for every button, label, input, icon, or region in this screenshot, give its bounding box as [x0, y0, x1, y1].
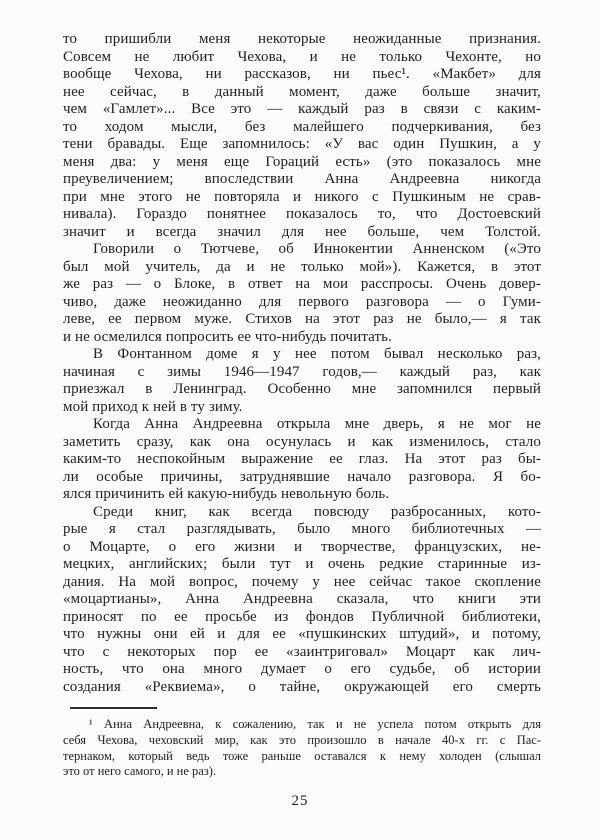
text-line: то пришибли меня некоторые неожиданные признания.	[63, 31, 541, 47]
footnote-separator-rule	[70, 707, 157, 709]
text-line: и не осмелился попросить ее что-нибудь почитать.	[63, 328, 392, 345]
footnote-text	[63, 717, 541, 780]
text-line: заметить сразу, как она осунулась и как изменилось, стало	[63, 433, 541, 450]
text-line: леве, ее первом муже. Стихов на этот раз не было,— я так	[63, 311, 541, 327]
text-line: был мой учитель, да и не только мой»). Кажется, в этот	[63, 258, 541, 275]
text-line: приезжал в Ленинград. Особенно мне запомнился первый	[63, 381, 541, 397]
text-line: о Моцарте, о его жизни и творчестве, французских, не-	[63, 538, 541, 555]
text-line: дания. На мой вопрос, почему у нее сейчас такое скопление	[63, 573, 541, 590]
text-line: то ходом мысли, без малейшего подчеркивания, без	[63, 118, 541, 135]
body-text	[63, 31, 541, 696]
text-line: начиная с зимы 1946—1947 годов,— каждый раз, как	[63, 363, 541, 380]
text-line: ¹ Анна Андреевна, к сожалению, так и не успела потом открыть для	[89, 717, 541, 731]
text-line: Говорили о Тютчеве, об Иннокентии Анненском («Это	[93, 241, 541, 257]
text-line: Когда Анна Андреевна открыла мне дверь, я не мог не	[93, 416, 541, 432]
text-line: же раз — о Блоке, в ответ на мои расспросы. Очень довер-	[63, 276, 541, 292]
text-line: нее сейчас, в данный момент, даже больше значит,	[63, 83, 541, 100]
text-line: Совсем не любит Чехова, и не только Чехонте, но	[63, 48, 541, 65]
text-line: В Фонтанном доме я у нее потом бывал несколько раз,	[93, 346, 541, 362]
text-line: меня два: у меня еще Гораций есть» (это показалось мне	[63, 153, 541, 170]
text-line: чем «Гамлет»... Все это — каждый раз в связи с каким-	[63, 101, 541, 117]
text-line: мецких, английских; были тут и очень редкие старинные из-	[63, 556, 541, 572]
text-line: значит и всегда значил для нее больше, чем Толстой.	[63, 223, 541, 240]
text-line: Среди книг, как всегда повсюду разбросанных, кото-	[93, 503, 541, 520]
text-line: «моцартианы», Анна Андреевна сказала, что книги эти	[63, 591, 541, 607]
text-line: тени бравады. Еще запомнилось: «У вас один Пушкин, а у	[63, 136, 541, 152]
text-line: чиво, даже неожиданно для первого разговора — о Гуми-	[63, 293, 541, 310]
text-line: преувеличением; впоследствии Анна Андреевна никогда	[63, 171, 541, 187]
page-number: 25	[291, 793, 309, 809]
text-line: ялся причинить ей какую-нибудь невольную боль.	[63, 486, 390, 502]
text-line: приносят по ее просьбе из фондов Публичной библиотеки,	[63, 608, 541, 625]
text-line: что с некоторых пор ее «заинтриговал» Моцарт как лич-	[63, 643, 541, 660]
text-line: ли особые причины, затруднявшие начало разговора. Я бо-	[63, 468, 541, 485]
text-line: ность, что она много думает о его судьбе, об истории	[63, 661, 541, 677]
text-line: вообще Чехова, ни рассказов, ни пьес¹. «Макбет» для	[63, 66, 541, 82]
text-line: нивала). Гораздо понятнее показалось то, что Достоевский	[63, 206, 541, 222]
text-line: каким-то неспокойным выражение ее глаз. На этот раз бы-	[63, 451, 541, 467]
text-line: себя Чехова, чеховский мир, как это произошло в начале 40-х гг. с Пас-	[63, 732, 541, 747]
text-line: при мне этого не повторяла и никого с Пушкиным не срав-	[63, 188, 541, 205]
text-line: создания «Реквиема», о тайне, окружающей его смерть	[63, 678, 541, 695]
text-line: это от него самого, и не раз).	[63, 764, 217, 779]
text-line: тернаком, который ведь тоже раньше оставался к нему холоден (слышал	[63, 748, 541, 763]
text-line: что нужны они ей и для ее «пушкинских штудий», и потому,	[63, 626, 541, 642]
text-line: рые я стал разглядывать, было много библиотечных —	[63, 521, 541, 537]
text-line: мой приход к ней в ту зиму.	[63, 398, 243, 415]
